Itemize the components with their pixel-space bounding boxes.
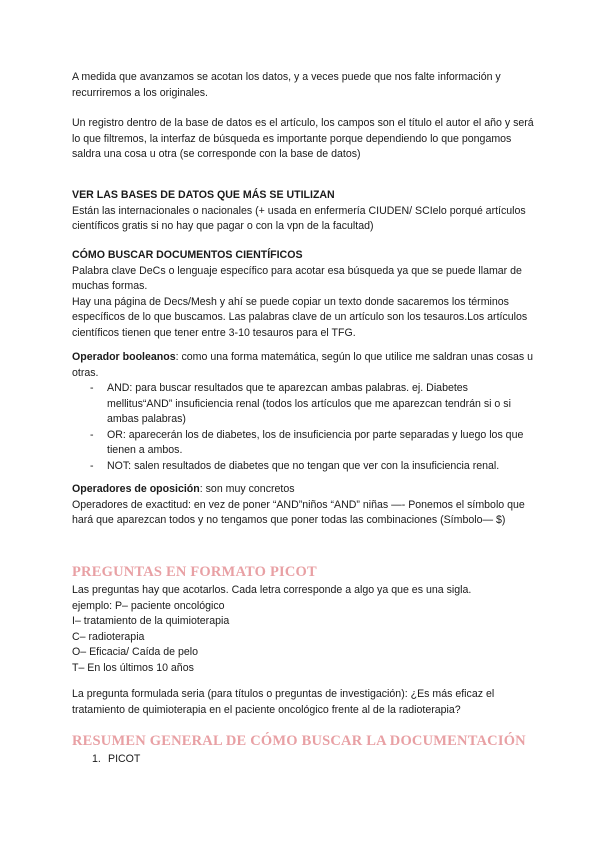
paragraph-intro: A medida que avanzamos se acotan los datos, y a veces puede que nos falte información y recurriremos a los originales. xyxy=(72,71,501,99)
list-text: PICOT xyxy=(108,753,141,765)
paragraph-registro: Un registro dentro de la base de datos es el artículo, los campos son el título el autor el año y será lo que filtremos, la interfaz de búsqueda es importante porque dependiendo lo que pongamos saldra una cosa u otra (se corresponde con la base de datos) xyxy=(72,117,534,160)
list-item xyxy=(72,752,534,768)
heading-resumen: RESUMEN GENERAL DE CÓMO BUSCAR LA DOCUMENTACIÓN xyxy=(72,733,526,749)
section-picot xyxy=(72,583,534,676)
section-bases-datos xyxy=(72,188,534,235)
section-heading: VER LAS BASES DE DATOS QUE MÁS SE UTILIZAN xyxy=(72,189,335,201)
section-operadores-oposicion xyxy=(72,482,534,529)
term-label: Operador booleanos xyxy=(72,351,176,363)
operator-list xyxy=(72,381,534,474)
section-intro xyxy=(72,482,534,498)
picot-line: T– En los últimos 10 años xyxy=(72,661,194,674)
paragraph-pregunta: La pregunta formulada seria (para títulos o preguntas de investigación): ¿Es más eficaz el tratamiento de quimioterapia en el paciente oncológico frente al de la radioterapia? xyxy=(72,688,495,716)
heading-picot: PREGUNTAS EN FORMATO PICOT xyxy=(72,564,317,580)
section-text: Las preguntas hay que acotarlos. Cada letra corresponde a algo ya que es una sigla. xyxy=(72,584,472,596)
section-text: Hay una página de Decs/Mesh y ahí se puede copiar un texto donde sacaremos los términos específicos de lo que buscamos. Las palabras clave de un artículo son los tesauros.Los artículos científicos tienen que tener entre 3-10 tesauros para el TFG. xyxy=(72,295,528,339)
section-intro xyxy=(72,350,534,381)
list-item: - OR: aparecerán los de diabetes, los de insuficiencia por parte separadas y luego los que tienen a ambos. xyxy=(72,428,534,459)
picot-line: C– radioterapia xyxy=(72,630,145,643)
term-text: : como una forma matemática, según lo que utilice me saldran unas cosas u otras. xyxy=(72,351,534,379)
section-buscar-documentos xyxy=(72,248,534,341)
list-item: - NOT: salen resultados de diabetes que no tengan que ver con la insuficiencia renal. xyxy=(72,459,534,475)
section-text: Operadores de exactitud: en vez de poner “AND”niños “AND” niñas —- Ponemos el símbolo que hará que aparezcan todos y no tengamos que poner todas las combinaciones (Símbolo— $) xyxy=(72,498,525,526)
section-text: Están las internacionales o nacionales (+ usada en enfermería CIUDEN/ SCIelo porqué artículos científicos gratis si no hay que pagar o con la vpn de la facultad) xyxy=(72,204,526,232)
resumen-list xyxy=(72,752,534,768)
term-label: Operadores de oposición xyxy=(72,483,200,495)
picot-line: I– tratamiento de la quimioterapia xyxy=(72,615,230,627)
list-item: - AND: para buscar resultados que te aparezcan ambas palabras. ej. Diabetes mellitus“AND” insuficiencia renal (todos los artículos que me aparezcan tendrán si o si ambas palabras) xyxy=(72,381,534,428)
picot-line: O– Eficacia/ Caída de pelo xyxy=(72,646,199,658)
term-text: : son muy concretos xyxy=(199,483,295,495)
section-resumen xyxy=(72,752,534,768)
list-number: 1. xyxy=(92,753,101,765)
section-operadores-booleanos xyxy=(72,350,534,474)
section-text: Palabra clave DeCs o lenguaje específico para acotar esa búsqueda ya que se puede llamar de muchas formas. xyxy=(72,264,522,292)
picot-line: ejemplo: P– paciente oncológico xyxy=(72,599,225,612)
section-heading: CÓMO BUSCAR DOCUMENTOS CIENTÍFICOS xyxy=(72,249,303,261)
